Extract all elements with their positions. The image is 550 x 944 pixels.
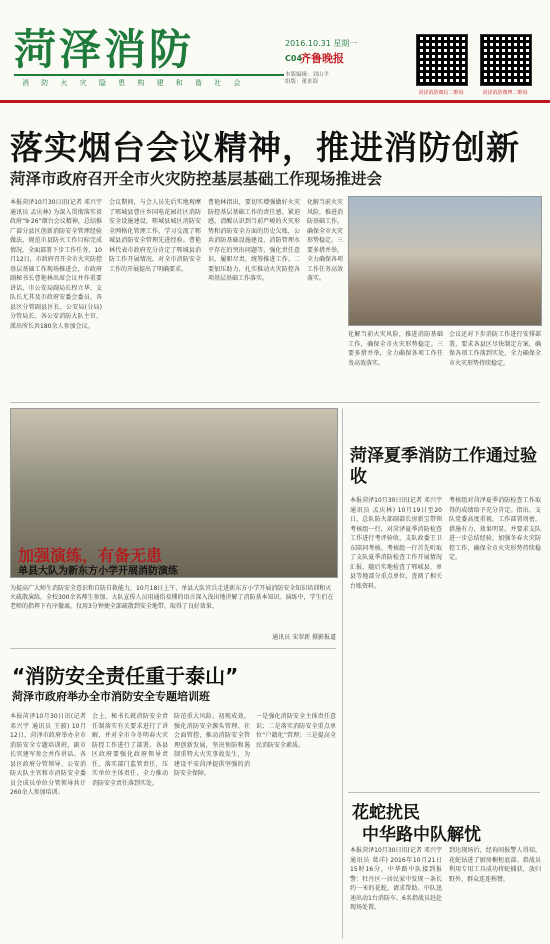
header-divider: [0, 100, 550, 103]
wechat-qr-code[interactable]: [416, 34, 468, 86]
editor-info: [285, 72, 365, 86]
section-divider: [348, 792, 540, 793]
summer-column-1: 本报菏泽10月30日讯(记者 邓兴宇 通讯员 孟庆林) 10月19日至20日，总队防火部副部长房新宝带领考核组一行，对菏泽夏季消防检查工作进行考评验收，支队政委王卫东陪同考核。考核组一行首先听取了支队夏季消防检查工作开展情况汇报，随后实地检查了郓城县、单县等地部分重点单位，查阅了相关台账资料。: [350, 497, 442, 590]
snake-column-1: 本报菏泽10月30日讯(记者 邓兴宇 通讯员 葛洋) 2016年10月21日15时16分，中华路中队接到报警：牡丹区一居民家中发现一条长约一米的花蛇，请求帮助。中队迅速出动1台消防车、6名指战员赶赴现场处置。: [350, 847, 442, 911]
safety-column-3: 防范重大风险，初现成效，强化消防安全源头管理、社会面管控，推动消防安全管理创新发展，坚决预防和遏制重特大火灾事故发生，为建设平安菏泽提供坚强的消防安全保障。: [174, 713, 250, 777]
masthead-title: 菏泽消防: [14, 25, 195, 74]
lead-column-1: 本报菏泽10月30日讯(记者 邓兴宇 通讯员 孟庆林) 为深入贯彻落实省政府“9·26”烟台会议精神，总结推广部分县区创新消防安全管理经验做法，规范市县防火工作目标完成情况，全面部署下步工作任务，10月12日，市政府召开全市火灾防控基层基础工作现场推进会，市政府副秘书长曹艳林出席会议并作重要讲话，市公安局副局长程立华、支队长尤其及市政府安委会委员、各县区分管副县区长、公安局(分局)分管局长、各公安消防大队主官、派出所长共180余人参加会议。: [10, 199, 102, 330]
safety-subhead: 菏泽市政府举办全市消防安全专题培训班: [12, 690, 210, 703]
issue-date: 2016.10.31 星期一: [285, 39, 358, 48]
qr-caption: 菏泽消防微博二维码: [482, 90, 528, 96]
lead-headline: 落实烟台会议精神，推进消防创新: [10, 128, 520, 167]
snake-column-2: 到达现场后，经询问报警人得知，花蛇钻进了厨房橱柜底部。指战员利用专用工具成功将蛇捕获，放归野外，群众连连称赞。: [449, 847, 541, 883]
editor-line: 本版编辑：刘山平: [285, 72, 330, 78]
column-rule: [342, 408, 343, 938]
summer-headline: 菏泽夏季消防工作通过验收: [350, 446, 537, 487]
editor-line: 组版：董来海: [285, 79, 319, 85]
drill-headline: 加强演练，有备无患: [18, 546, 163, 565]
lead-column-2: 会议期间，与会人员先后实地观摩了郓城县曹庄乡国电花园社区消防安全设施建设，郓城县城区消防安全网格化管理工作，学习交流了郓城县消防安全管理先进经验。曹艳林代表市政府充分肯定了郓城县消防工作开展情况，对全市消防安全工作的开展提出了明确要求。: [109, 199, 201, 273]
masthead-rule: [14, 74, 284, 76]
summer-column-2: 考核组对菏泽夏季消防检查工作取得的成绩给予充分肯定。指出，支队党委高度重视，工作部署周密，措施有力，效果明显。并要求支队进一步总结经验，加强冬春火灾防控工作，确保全市火灾形势持续稳定。: [449, 497, 541, 561]
meeting-photo: [348, 196, 542, 326]
lead-column-3: 曹艳林指出，要切实增强做好火灾防控基层基础工作的责任感、紧迫感，清醒认识到当前严峻的火灾形势和消防安全方面的历史欠账，公共消防基础设施建设、消防管理水平存在的突出问题等，强化责任意识，履职尽责，统筹推进工作。二要加压助力，扎实推动火灾防控各项基层基础工作落实。: [208, 199, 300, 282]
safety-column-2: 会上，秘书长就消防安全责任制落实有关要求进行了讲解，并对全市今冬明春火灾防控工作进行了部署。各县区政府要强化政府领导责任，落实部门监管责任，压实单位主体责任，全力推动消防安全责任落到实处。: [92, 713, 168, 787]
lead-column-5: 化解当前火灾风险，推进消防基础工作，确保全市火灾形势稳定。三要多措并举，全力确保各项工作任务高效落实。: [348, 331, 443, 367]
safety-headline: “消防安全责任重于泰山”: [12, 664, 239, 688]
lead-column-4: 化解当前火灾风险，推进消防基础工作，确保全市火灾形势稳定。三要多措并举，全力确保各项工作任务高效落实。: [307, 199, 343, 282]
qr-caption: 菏泽消防微信二维码: [418, 90, 464, 96]
drill-credit: 通讯员 宋翠新 摄影报道: [272, 634, 336, 641]
newspaper-logo: 齐鲁晚报: [300, 52, 344, 65]
section-divider: [10, 648, 336, 649]
safety-column-4: 一是强化消防安全主体责任意识；二是落实消防安全重点单位“户籍化”管理；三是提高全民消防安全素质。: [256, 713, 336, 749]
drill-subhead: 单县大队为新东方小学开展消防演练: [18, 566, 178, 577]
weibo-qr-code[interactable]: [480, 34, 532, 86]
snake-headline: 花蛇扰民: [352, 803, 420, 823]
safety-column-1: 本报菏泽10月30日讯(记者 邓兴宇 通讯员 王毅) 10月12日，菏泽市政府举办全市消防安全专题培训班，副市长官建军参会并作讲话。各县区政府分管领导、公安消防大队主官和市消防安全委员会成员单位分管领导共计260余人参加培训。: [10, 713, 86, 796]
snake-subhead: 中华路中队解忧: [362, 825, 481, 845]
page-number: C04: [285, 54, 303, 63]
lead-subhead: 菏泽市政府召开全市火灾防控基层基础工作现场推进会: [10, 170, 383, 188]
masthead-slogan: 消 防 火 灾 隐 患 构 建 和 谐 社 会: [22, 79, 246, 87]
lead-column-6: 会议还对下步消防工作进行安排部署，要求各县区尽快制定方案，确保各项工作落到实处，全力确保全市火灾形势持续稳定。: [449, 331, 541, 367]
drill-caption: 为提高广大师生消防安全意识和自防自救能力，10月18日上午，单县大队官兵走进新东方小学开展消防安全知识培训和灭火疏散演练，全校300余名师生参加。大队宣传人员用通俗易懂的语言深入浅出地讲解了消防基本知识。演练中，学生们在老师的指挥下有序撤离，仅用3分钟便全部疏散到安全地带，取得了良好效果。: [10, 585, 334, 610]
section-divider: [10, 402, 540, 403]
